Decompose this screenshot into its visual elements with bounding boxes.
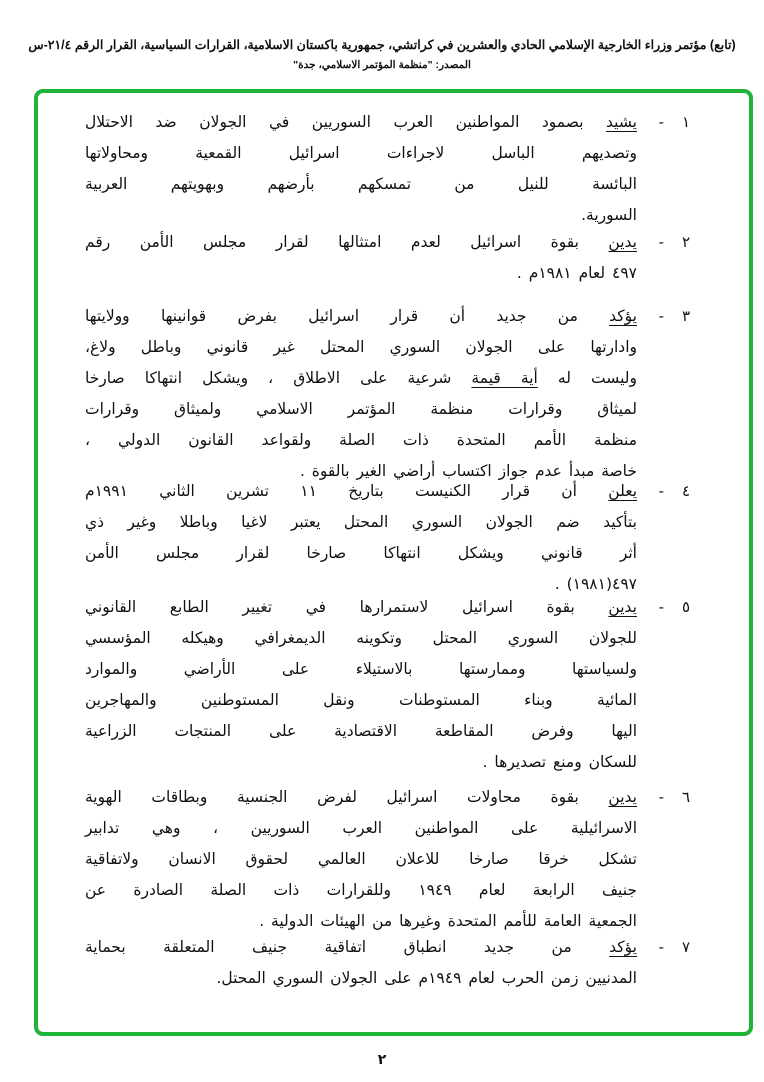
- item-number: ٦: [681, 788, 690, 806]
- text-segment: للسكان ومنع تصديرها .: [482, 753, 637, 771]
- text-line: [85, 258, 637, 289]
- text-line: [85, 169, 637, 200]
- text-line: [85, 716, 637, 747]
- item-text: [85, 782, 637, 937]
- item-text: [85, 592, 637, 778]
- text-segment: لميثاق وقرارات منظمة المؤتمر الاسلامي ولميثاق وقرارات: [85, 400, 637, 418]
- underlined-keyword: يدين: [608, 788, 637, 806]
- item-dash: -: [658, 233, 664, 251]
- text-line: [85, 654, 637, 685]
- text-line: [85, 227, 637, 258]
- text-segment: وتصديهم الباسل لاجراءات اسرائيل القمعية ومحاولاتها: [85, 144, 637, 162]
- text-segment: جنيف الرابعة لعام ١٩٤٩ وللقرارات ذات الصلة الصادرة عن: [85, 881, 637, 899]
- text-segment: المائية وبناء المستوطنات ونقل المستوطنين والمهاجرين: [85, 691, 637, 709]
- text-segment: بقوة اسرائيل لعدم امتثالها لقرار مجلس الأمن رقم: [85, 233, 609, 251]
- underlined-keyword: أية قيمة: [471, 369, 538, 387]
- text-line: [85, 507, 637, 538]
- underlined-keyword: يدين: [608, 598, 637, 616]
- text-segment: بتأكيد ضم الجولان السوري المحتل يعتبر لاغيا وباطلا وغير ذي: [85, 513, 637, 531]
- text-line: [85, 813, 637, 844]
- text-segment: وليست له: [537, 369, 637, 387]
- item-number: ٣: [681, 307, 690, 325]
- item-dash: -: [658, 938, 664, 956]
- text-line: [85, 363, 637, 394]
- text-segment: بصمود المواطنين العرب السوريين في الجولان ضد الاحتلال: [85, 113, 607, 131]
- page-number: ٢: [377, 1052, 387, 1068]
- text-line: [85, 782, 637, 813]
- text-line: [85, 623, 637, 654]
- item-text: [85, 476, 637, 600]
- item-number: ٤: [681, 482, 690, 500]
- text-segment: للجولان السوري المحتل وتكوينه الديمغرافي وهيكله المؤسسي: [85, 629, 637, 647]
- underlined-keyword: يعلن: [608, 482, 638, 500]
- text-segment: الجمعية العامة للأمم المتحدة وغيرها من الهيئات الدولية .: [259, 912, 637, 930]
- text-segment: وادارتها على الجولان السوري المحتل غير قانوني وباطل ولاغ،: [85, 338, 637, 356]
- text-segment: أثر قانوني ويشكل انتهاكا صارخا لقرار مجلس الأمن: [85, 544, 637, 562]
- item-dash: -: [658, 482, 664, 500]
- text-line: [85, 747, 637, 778]
- text-line: [85, 963, 637, 994]
- item-number: ٧: [681, 938, 690, 956]
- item-number: ٥: [681, 598, 690, 616]
- text-segment: المدنيين زمن الحرب لعام ١٩٤٩م على الجولان السوري المحتل.: [216, 969, 637, 987]
- item-dash: -: [658, 307, 664, 325]
- text-line: [85, 538, 637, 569]
- text-line: [85, 685, 637, 716]
- item-text: [85, 301, 637, 487]
- item-text: [85, 932, 637, 994]
- document-source: المصدر: "منظمة المؤتمر الاسلامي، جدة": [293, 59, 471, 71]
- text-line: [85, 476, 637, 507]
- text-segment: أن قرار الكنيست بتاريخ ١١ تشرين الثاني ١٩٩١م: [85, 482, 609, 500]
- text-segment: الاسرائيلية على المواطنين العرب السوريين ، وهي تدابير: [85, 819, 637, 837]
- text-segment: من جديد انطباق اتفاقية جنيف المتعلقة بحماية: [85, 938, 610, 956]
- text-segment: ٤٩٧(١٩٨١) .: [554, 575, 637, 593]
- item-dash: -: [658, 598, 664, 616]
- text-segment: اليها وفرض المقاطعة الاقتصادية على المنتجات الزراعية: [85, 722, 637, 740]
- underlined-keyword: يشيد: [606, 113, 637, 131]
- text-segment: منظمة الأمم المتحدة ذات الصلة ولقواعد القانون الدولي ،: [85, 431, 637, 449]
- text-line: [85, 332, 637, 363]
- item-number: ٢: [681, 233, 690, 251]
- underlined-keyword: يؤكد: [609, 307, 637, 325]
- text-line: [85, 425, 637, 456]
- underlined-keyword: يدين: [608, 233, 637, 251]
- item-text: [85, 107, 637, 231]
- text-line: [85, 107, 637, 138]
- text-segment: ولسياستها وممارستها بالاستيلاء على الأراضي والموارد: [85, 660, 637, 678]
- text-line: [85, 592, 637, 623]
- text-line: [85, 844, 637, 875]
- text-segment: بقوة محاولات اسرائيل لفرض الجنسية وبطاقات الهوية: [85, 788, 609, 806]
- text-segment: خاصة مبدأ عدم جواز اكتساب أراضي الغير بالقوة .: [299, 462, 637, 480]
- text-segment: بقوة اسرائيل لاستمرارها في تغيير الطابع القانوني: [85, 598, 609, 616]
- text-line: [85, 394, 637, 425]
- text-segment: ٤٩٧ لعام ١٩٨١م .: [516, 264, 637, 282]
- item-number: ١: [681, 113, 690, 131]
- text-segment: من جديد أن قرار اسرائيل بفرض قوانينها وولايتها: [85, 307, 610, 325]
- document-header-title: (تابع) مؤتمر وزراء الخارجية الإسلامي الحادي والعشرين في كراتشي، جمهورية باكستان الاسلامية، القرارات السياسية، القرار الرقم ٢١/٤-س: [28, 38, 736, 52]
- text-segment: شرعية على الاطلاق ، ويشكل انتهاكا صارخا: [85, 369, 472, 387]
- item-text: [85, 227, 637, 289]
- underlined-keyword: يؤكد: [609, 938, 637, 956]
- item-dash: -: [658, 113, 664, 131]
- text-segment: تشكل خرقا صارخا للاعلان العالمي لحقوق الانسان ولاتفاقية: [85, 850, 637, 868]
- text-segment: البائسة للنيل من تمسكهم بأرضهم وبهويتهم العربية: [85, 175, 637, 193]
- text-segment: السورية.: [581, 206, 637, 224]
- text-line: [85, 138, 637, 169]
- text-line: [85, 301, 637, 332]
- item-dash: -: [658, 788, 664, 806]
- text-line: [85, 932, 637, 963]
- text-line: [85, 875, 637, 906]
